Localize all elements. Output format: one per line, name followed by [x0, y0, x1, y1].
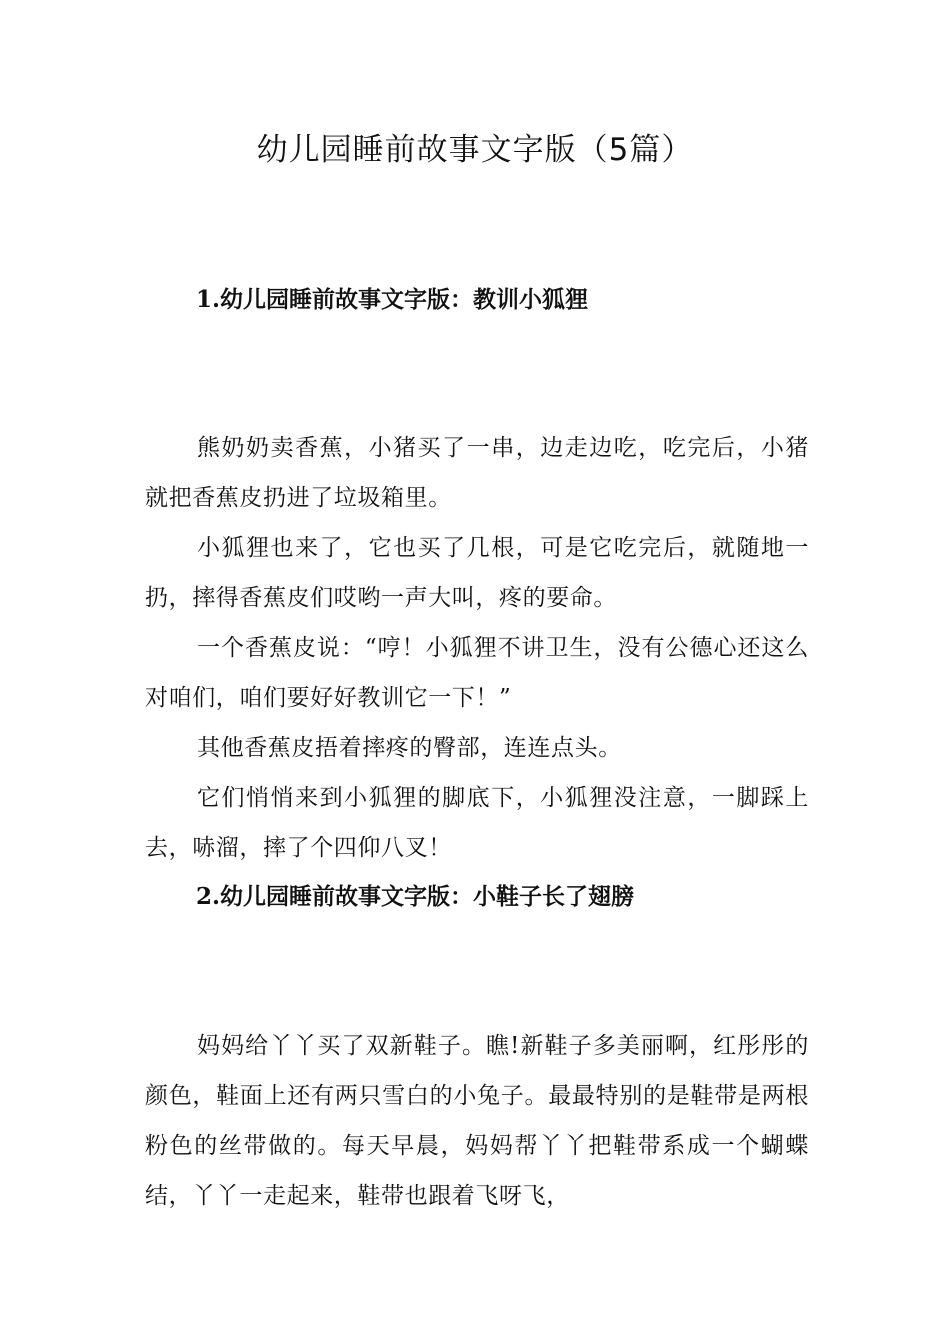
- story-1-paragraph: 一个香蕉皮说：“哼！小狐狸不讲卫生，没有公德心还这么对咱们，咱们要好好教训它一下！”: [145, 635, 809, 711]
- story-2-heading: 2.幼儿园睡前故事文字版：小鞋子长了翅膀: [196, 883, 635, 910]
- story-1-paragraph: 它们悄悄来到小狐狸的脚底下，小狐狸没注意，一脚踩上去，哧溜，摔了个四仰八叉！: [145, 785, 809, 861]
- story-2-paragraph: 妈妈给丫丫买了双新鞋子。瞧!新鞋子多美丽啊，红彤彤的颜色，鞋面上还有两只雪白的小兔子。最最特别的是鞋带是两根粉色的丝带做的。每天早晨，妈妈帮丫丫把鞋带系成一个蝴蝶结，丫丫一走起来，鞋带也跟着飞呀飞，: [145, 1033, 809, 1209]
- document-title: 幼儿园睡前故事文字版（5篇）: [256, 132, 694, 168]
- story-1-heading: 1.幼儿园睡前故事文字版：教训小狐狸: [196, 286, 589, 313]
- story-1-paragraph: 其他香蕉皮捂着摔疼的臀部，连连点头。: [197, 735, 622, 761]
- story-1-paragraph: 熊奶奶卖香蕉，小猪买了一串，边走边吃，吃完后，小猪就把香蕉皮扔进了垃圾箱里。: [145, 435, 809, 511]
- story-1-paragraph: 小狐狸也来了，它也买了几根，可是它吃完后，就随地一扔，摔得香蕉皮们哎哟一声大叫，疼的要命。: [145, 535, 809, 611]
